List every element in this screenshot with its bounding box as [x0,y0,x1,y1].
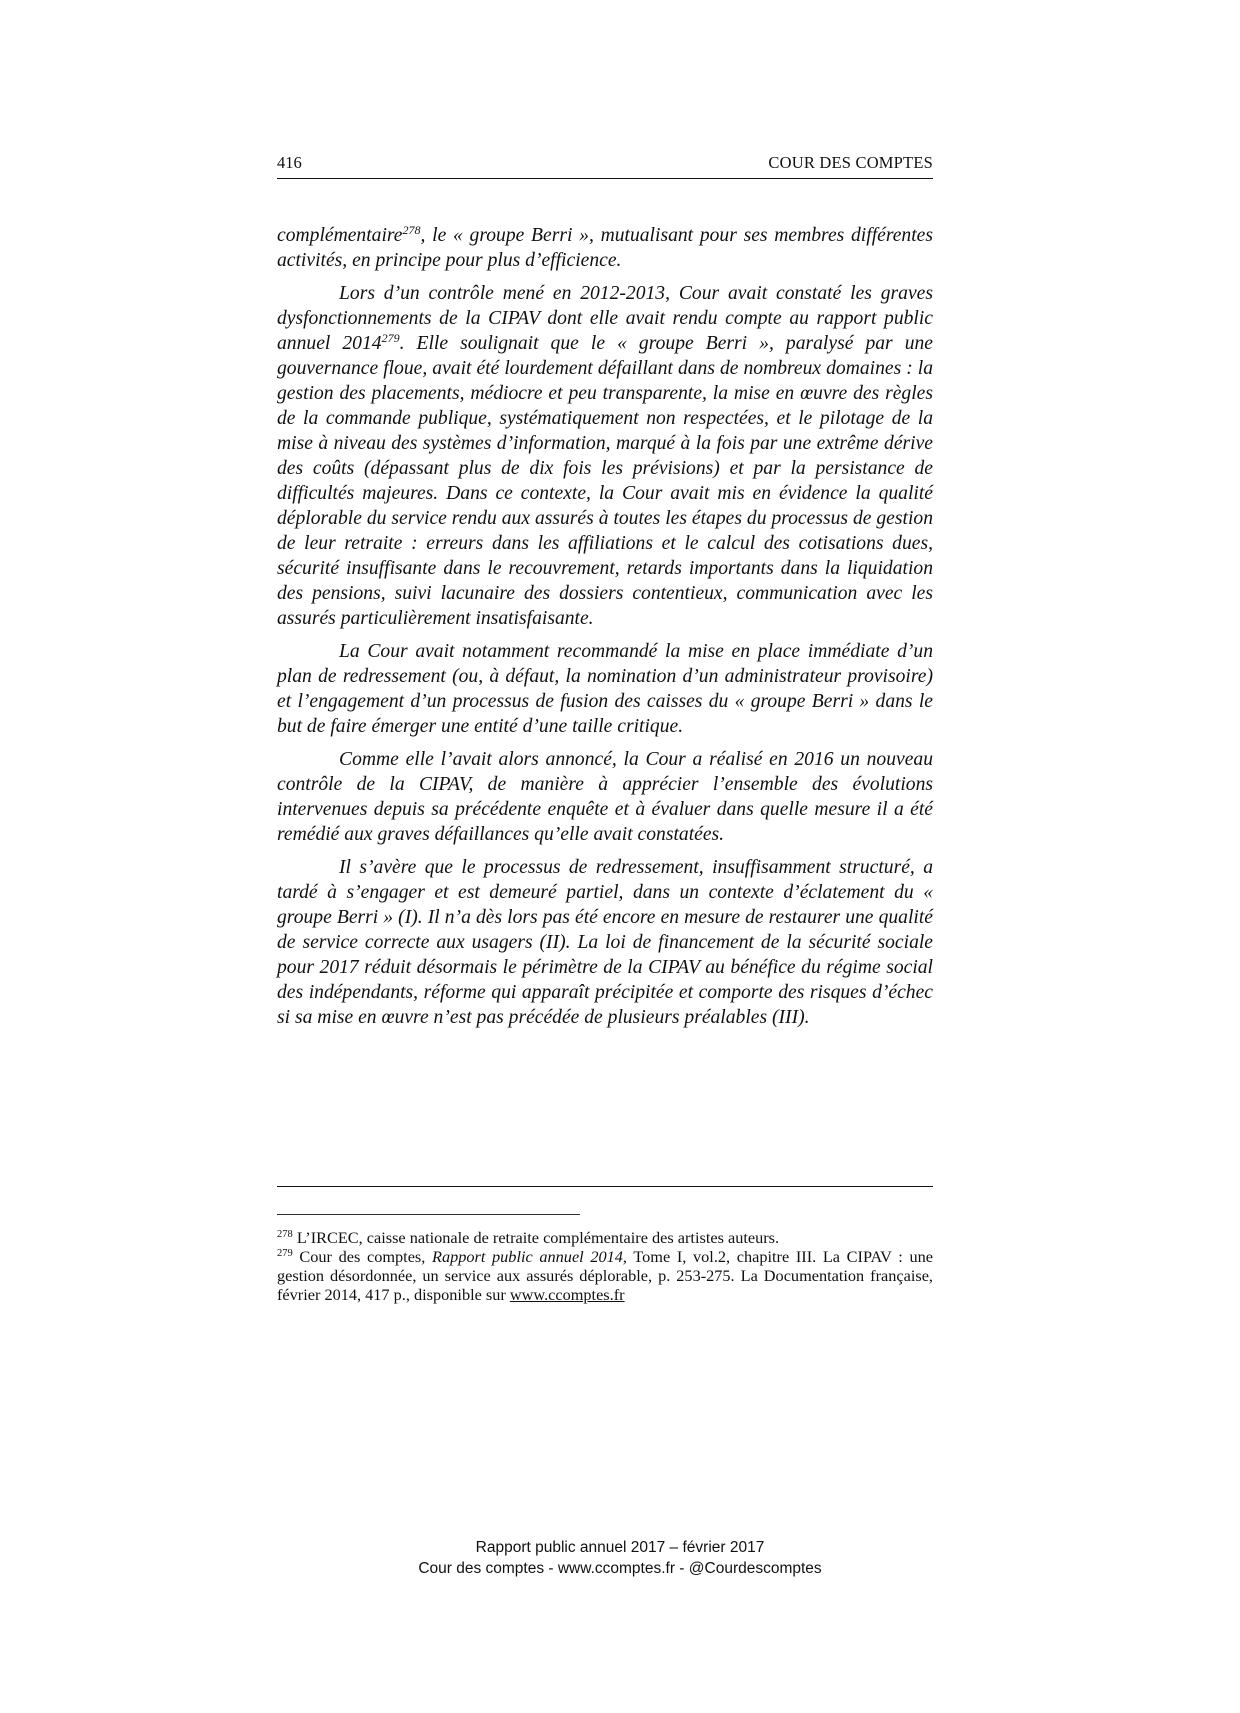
cited-report-title: Rapport public annuel 2014 [432,1247,623,1266]
paragraph-1 [277,223,933,273]
paragraph-2-text-cont: . Elle soulignait que le « groupe Berri », paralysé par une gouvernance floue, avait été lourdement défaillant dans de nombreux domaines : la gestion des placements, médiocre et peu transparente, la mise en œuvre des règles de la commande publique, systématiquement non respectées, et le pilotage de la mise à niveau des systèmes d’information, marqué à la fois par une extrême dérive des coûts (dépassant plus de dix fois les prévisions) et par la persistance de difficultés majeures. Dans ce contexte, la Cour avait mis en évidence la qualité déplorable du service rendu aux assurés à toutes les étapes du processus de gestion de leur retraite : erreurs dans les affiliations et le calcul des cotisations dues, sécurité insuffisante dans le recouvrement, retards importants dans la liquidation des pensions, suivi lacunaire des dossiers contentieux, communication avec les assurés particulièrement insatisfaisante. [277,333,933,629]
page-header [277,152,933,179]
page-number: 416 [277,153,302,172]
footer-report-line: Rapport public annuel 2017 – février 2017 [475,1539,765,1556]
footnote-number: 278 [277,1229,293,1240]
footnote-278 [277,1228,933,1247]
footnote-ref-278[interactable]: 278 [402,223,421,237]
paragraph-4: Comme elle l’avait alors annoncé, la Cour a réalisé en 2016 un nouveau contrôle de la CIPAV, de manière à apprécier l’ensemble des évolutions intervenues depuis sa précédente enquête et à évaluer dans quelle mesure il a été remédié aux graves défaillances qu’elle avait constatées. [277,749,933,845]
paragraph-3: La Cour avait notamment recommandé la mise en place immédiate d’un plan de redressement (ou, à défaut, la nomination d’un administrateur provisoire) et l’engagement d’un processus de fusion des caisses du « groupe Berri » dans le but de faire émerger une entité d’une taille critique. [277,641,933,737]
running-title: COUR DES COMPTES [768,153,933,172]
footnote-text: Cour des comptes, [292,1247,432,1266]
footnote-separator [277,1214,580,1215]
body-text [277,223,933,1038]
paragraph-2-text: Lors d’un contrôle mené en 2012-2013, Cour avait constaté les graves dysfonctionnements de la CIPAV dont elle avait rendu compte au rapport public annuel 2014 [277,283,933,354]
footnote-text: L’IRCEC, caisse nationale de retraite complémentaire des artistes auteurs. [292,1228,780,1247]
footnote-279 [277,1247,933,1304]
section-end-rule [277,1186,933,1187]
page-footer [0,1537,1240,1579]
paragraph-5: Il s’avère que le processus de redressement, insuffisamment structuré, a tardé à s’engager et est demeuré partiel, dans un contexte d’éclatement du « groupe Berri » (I). Il n’a dès lors pas été encore en mesure de restaurer une qualité de service correcte aux usagers (II). La loi de financement de la sécurité sociale pour 2017 réduit désormais le périmètre de la CIPAV au bénéfice du régime social des indépendants, réforme qui apparaît précipitée et comporte des risques d’échec si sa mise en œuvre n’est pas précédée de plusieurs préalables (III). [277,857,933,1028]
footnotes [277,1228,933,1304]
footnote-ref-279[interactable]: 279 [381,331,400,345]
ccomptes-link[interactable]: www.ccomptes.fr [509,1285,625,1304]
paragraph-1-text-cont: , le « groupe Berri », mutualisant pour ses membres différentes activités, en principe pour plus d’efficience. [277,225,933,271]
footnote-number: 279 [277,1248,293,1259]
footnote-text-cont: , Tome I, vol.2, chapitre III. La CIPAV : une gestion désordonnée, un service aux assurés déplorable, p. 253-275. La Documentation française, février 2014, 417 p., disponible sur [277,1247,933,1304]
paragraph-1-text: complémentaire [277,225,403,246]
paragraph-2 [277,281,933,631]
footer-contact-line: Cour des comptes - www.ccomptes.fr - @Courdescomptes [418,1560,822,1577]
document-page [277,0,933,1713]
